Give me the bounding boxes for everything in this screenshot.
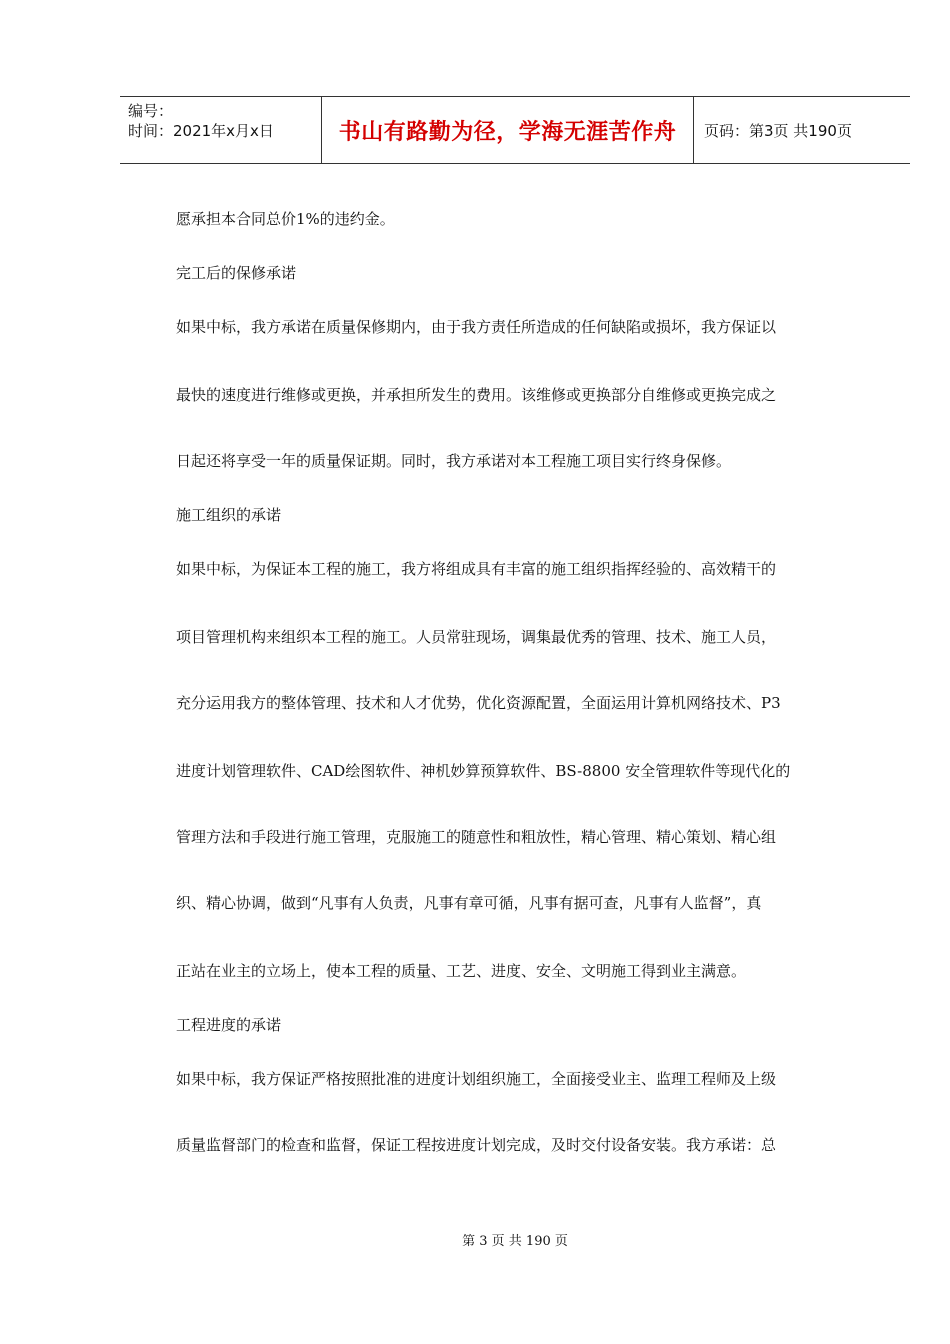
header-meta [120, 97, 322, 163]
section-heading: 施工组织的承诺 [176, 506, 282, 524]
section-heading: 工程进度的承诺 [176, 1016, 282, 1034]
time-label: 时间：2021年x月x日 [128, 122, 274, 140]
page-footer: 第 3 页 共 190 页 [462, 1234, 568, 1249]
text-line: 管理方法和手段进行施工管理，克服施工的随意性和粗放性，精心管理、精心策划、精心组 [176, 828, 777, 846]
text-line: 质量监督部门的检查和监督，保证工程按进度计划完成，及时交付设备安装。我方承诺：总 [176, 1136, 777, 1154]
text-line: 如果中标，我方承诺在质量保修期内，由于我方责任所造成的任何缺陷或损坏，我方保证以 [176, 318, 777, 336]
text-line: 织、精心协调，做到“凡事有人负责，凡事有章可循，凡事有据可查，凡事有人监督”，真 [176, 894, 762, 912]
header-page-number: 页码：第3页 共190页 [704, 121, 852, 140]
text-line: 日起还将享受一年的质量保证期。同时，我方承诺对本工程施工项目实行终身保修。 [176, 452, 732, 470]
text-line: 如果中标，为保证本工程的施工，我方将组成具有丰富的施工组织指挥经验的、高效精干的 [176, 560, 777, 578]
text-line: 项目管理机构来组织本工程的施工。人员常驻现场，调集最优秀的管理、技术、施工人员， [176, 628, 777, 646]
page-header [120, 96, 910, 164]
text-line: 正站在业主的立场上，使本工程的质量、工艺、进度、安全、文明施工得到业主满意。 [176, 962, 747, 980]
text-line: 最快的速度进行维修或更换，并承担所发生的费用。该维修或更换部分自维修或更换完成之 [176, 386, 777, 404]
text-line: 愿承担本合同总价1%的违约金。 [176, 210, 395, 228]
text-line: 如果中标，我方保证严格按照批准的进度计划组织施工，全面接受业主、监理工程师及上级 [176, 1070, 777, 1088]
id-label: 编号： [128, 102, 174, 120]
text-line: 充分运用我方的整体管理、技术和人才优势，优化资源配置，全面运用计算机网络技术、P3 [176, 694, 781, 712]
section-heading: 完工后的保修承诺 [176, 264, 297, 282]
header-motto: 书山有路勤为径，学海无涯苦作舟 [322, 97, 694, 163]
text-line: 进度计划管理软件、CAD绘图软件、神机妙算预算软件、BS-8800 安全管理软件等现代化的 [176, 762, 791, 780]
